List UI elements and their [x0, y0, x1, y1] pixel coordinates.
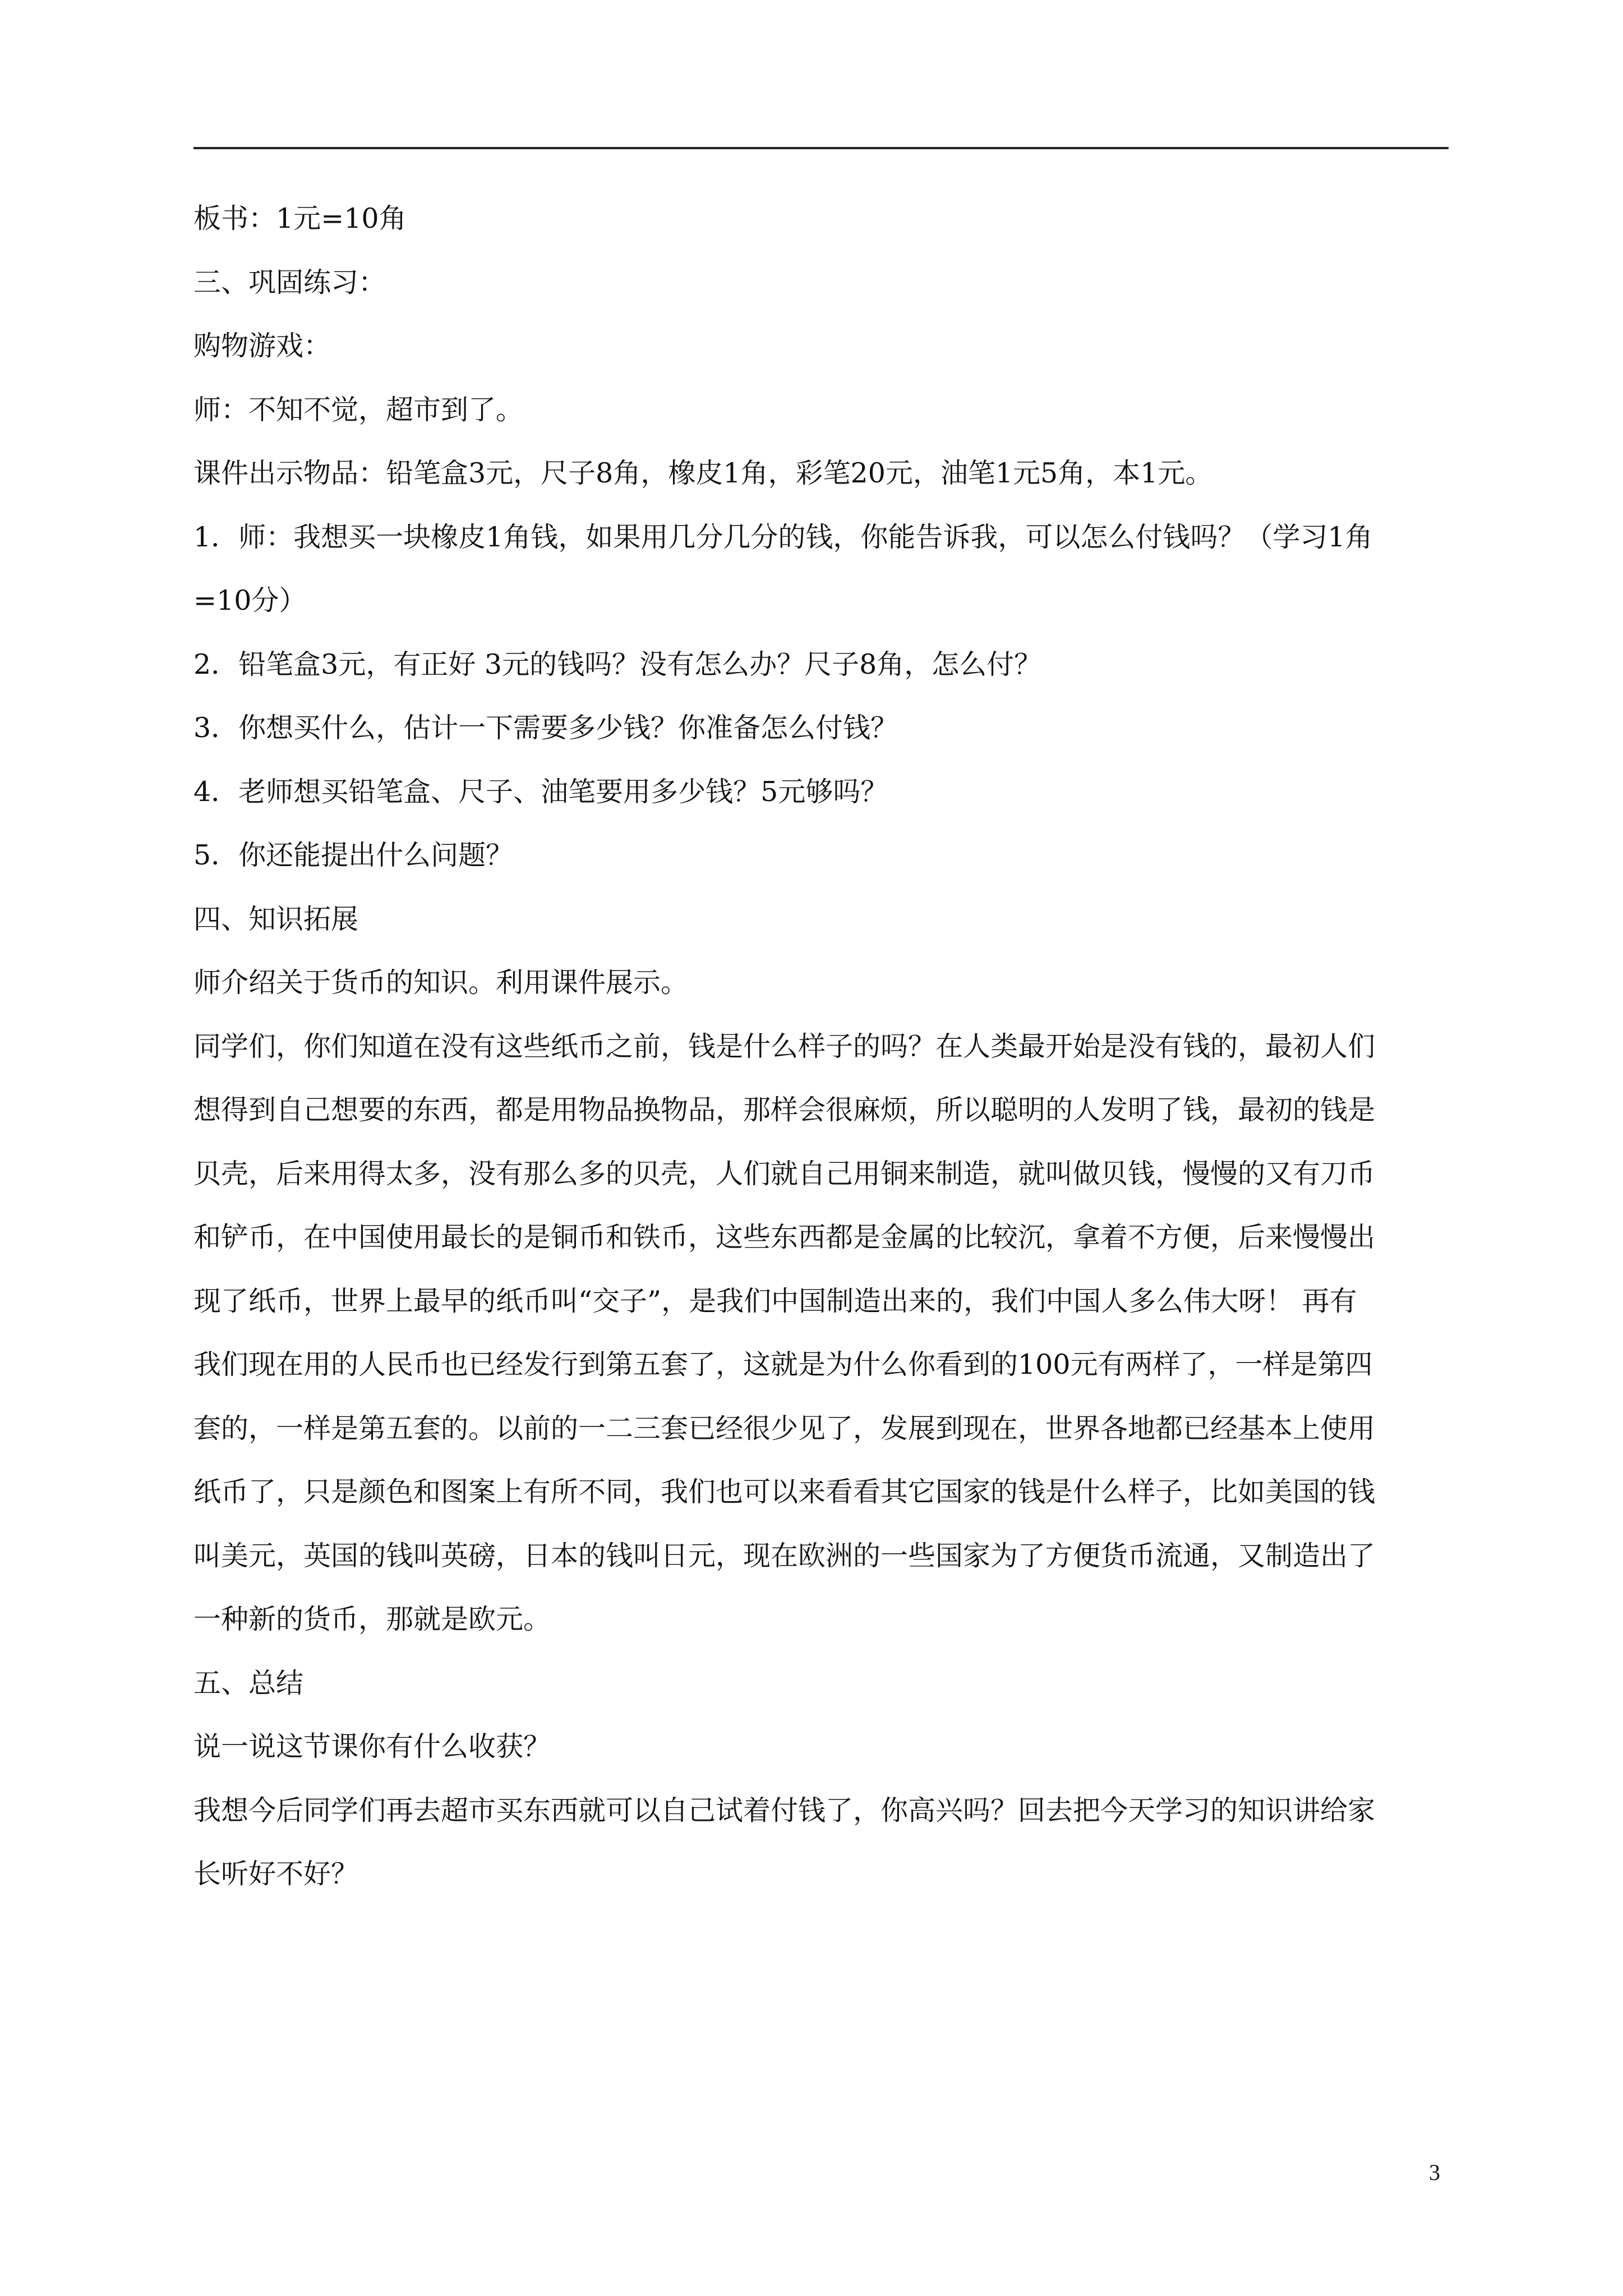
question-1: 1．师：我想买一块橡皮1角钱，如果用几分几分的钱，你能告诉我，可以怎么付钱吗？（学习1角: [193, 521, 1373, 553]
question-4: 4．老师想买铅笔盒、尺子、油笔要用多少钱？5元够吗？: [193, 775, 888, 808]
paragraph-line: 叫美元，英国的钱叫英磅，日本的钱叫日元，现在欧洲的一些国家为了方便货币流通，又制造出了: [193, 1539, 1376, 1572]
header-rule: [193, 147, 1449, 149]
closing-line: 我想今后同学们再去超市买东西就可以自己试着付钱了，你高兴吗？回去把今天学习的知识讲给家: [193, 1794, 1376, 1826]
document-body: [193, 202, 1449, 1921]
paragraph-line: 想得到自己想要的东西，都是用物品换物品，那样会很麻烦，所以聪明的人发明了钱，最初的钱是: [193, 1094, 1376, 1126]
paragraph-line: 现了纸币，世界上最早的纸币叫“交子”，是我们中国制造出来的，我们中国人多么伟大呀！ 再有: [193, 1285, 1357, 1317]
paragraph-line: 套的，一样是第五套的。以前的一二三套已经很少见了，发展到现在，世界各地都已经基本上使用: [193, 1412, 1376, 1444]
teacher-line: 师：不知不觉，超市到了。: [193, 393, 524, 426]
question-5: 5．你还能提出什么问题？: [193, 839, 514, 871]
paragraph-line: 我们现在用的人民币也已经发行到第五套了，这就是为什么你看到的100元有两样了，一样是第四: [193, 1349, 1373, 1381]
paragraph-line: 同学们，你们知道在没有这些纸币之前，钱是什么样子的吗？在人类最开始是没有钱的，最初人们: [193, 1030, 1376, 1062]
summary-question: 说一说这节课你有什么收获？: [193, 1731, 551, 1763]
section-heading-summary: 五、总结: [193, 1667, 304, 1699]
items-list: 课件出示物品：铅笔盒3元，尺子8角，橡皮1角，彩笔20元，油笔1元5角，本1元。: [193, 457, 1213, 489]
extension-intro: 师介绍关于货币的知识。利用课件展示。: [193, 967, 689, 999]
section-heading-practice: 三、巩固练习：: [193, 266, 386, 298]
blackboard-note: 板书：1元=10角: [193, 203, 407, 234]
question-2: 2．铅笔盒3元，有正好 3元的钱吗？没有怎么办？尺子8角，怎么付？: [193, 648, 1042, 680]
page-number: 3: [1429, 2160, 1440, 2185]
question-3: 3．你想买什么，估计一下需要多少钱？你准备怎么付钱？: [193, 712, 898, 744]
paragraph-line: 贝壳，后来用得太多，没有那么多的贝壳，人们就自己用铜来制造，就叫做贝钱，慢慢的又有刀币: [193, 1157, 1376, 1190]
question-1-continued: =10分）: [193, 585, 307, 616]
currency-history-paragraph: [193, 1030, 1449, 1637]
paragraph-line: 一种新的货币，那就是欧元。: [193, 1603, 551, 1635]
paragraph-line: 和铲币，在中国使用最长的是铜币和铁币，这些东西都是金属的比较沉，拿着不方便，后来慢慢出: [193, 1221, 1376, 1253]
closing-line-continued: 长听好不好？: [193, 1858, 359, 1890]
activity-title: 购物游戏：: [193, 330, 331, 362]
paragraph-line: 纸币了，只是颜色和图案上有所不同，我们也可以来看看其它国家的钱是什么样子，比如美国的钱: [193, 1476, 1376, 1508]
section-heading-extension: 四、知识拓展: [193, 903, 359, 935]
